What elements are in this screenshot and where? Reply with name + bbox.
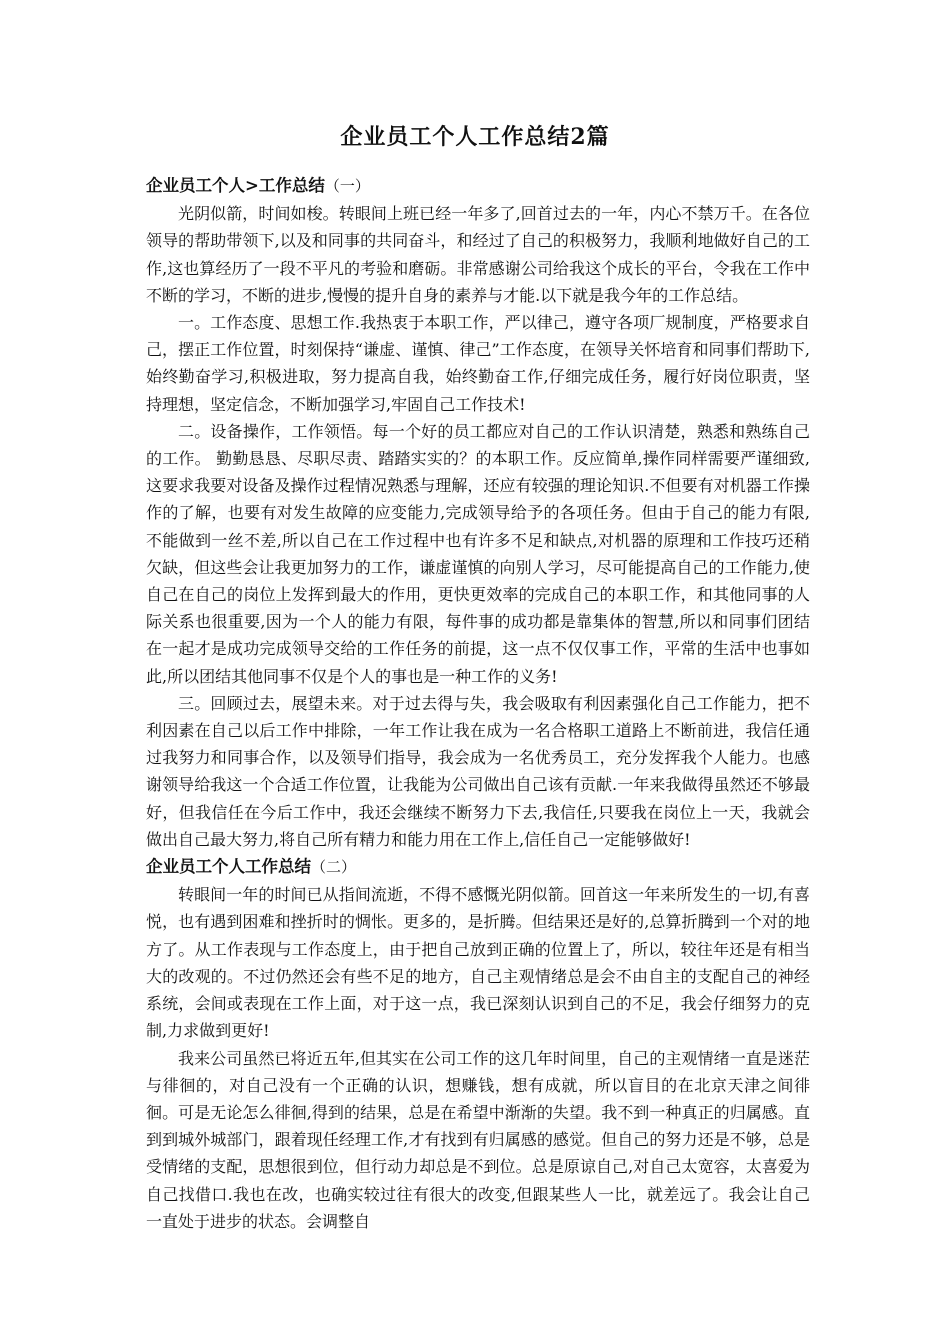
section-heading-number: （二） — [311, 858, 357, 877]
paragraph: 三。回顾过去，展望未来。对于过去得与失，我会吸取有利因素强化自己工作能力，把不利因素在自己以后工作中排除，一年工作让我在成为一名合格职工道路上不断前进，我信任通过我努力和同事合作，以及领导们指导，我会成为一名优秀员工，充分发挥我个人能力。也感谢领导给我这一个合适工作位置，让我能为公司做出自己该有贡献.一年来我做得虽然还不够最好，但我信任在今后工作中，我还会继续不断努力下去,我信任,只要我在岗位上一天，我就会做出自己最大努力,将自己所有精力和能力用在工作上,信任自己一定能够做好! — [146, 693, 810, 849]
paragraph: 二。设备操作，工作领悟。每一个好的员工都应对自己的工作认识清楚，熟悉和熟练自己的工作。 勤勤恳恳、尽职尽责、踏踏实实的？的本职工作。反应简单,操作同样需要严谨细致,这要求我要对设备及操作过程情况熟悉与理解，还应有较强的理论知识.不但要有对机器工作操作的了解，也要有对发生故障的应变能力,完成领导给予的各项任务。但由于自己的能力有限,不能做到一丝不差,所以自己在工作过程中也有许多不足和缺点,对机器的原理和工作技巧还稍欠缺，但这些会让我更加努力的工作，谦虚谨慎的向别人学习，尽可能提高自己的工作能力,使自己在自己的岗位上发挥到最大的作用，更快更效率的完成自己的本职工作，和其他同事的人际关系也很重要,因为一个人的能力有限，每件事的成功都是靠集体的智慧,所以和同事们团结在一起才是成功完成领导交给的工作任务的前提，这一点不仅仅事工作，平常的生活中也事如此,所以团结其他同事不仅是个人的事也是一种工作的义务! — [146, 421, 810, 686]
paragraph: 光阴似箭，时间如梭。转眼间上班已经一年多了,回首过去的一年，内心不禁万千。在各位领导的帮助带领下,以及和同事的共同奋斗，和经过了自己的积极努力，我顺利地做好自己的工作,这也算经历了一段不平凡的考验和磨砺。非常感谢公司给我这个成长的平台，令我在工作中不断的学习，不断的进步,慢慢的提升自身的素养与才能.以下就是我今年的工作总结。 — [146, 204, 810, 305]
section-two — [146, 853, 810, 1235]
document-body — [146, 172, 810, 1235]
paragraph: 转眼间一年的时间已从指间流逝，不得不感慨光阴似箭。回首这一年来所发生的一切,有喜悦，也有遇到困难和挫折时的惆怅。更多的，是折腾。但结果还是好的,总算折腾到一个对的地方了。从工作表现与工作态度上，由于把自己放到正确的位置上了，所以，较往年还是有相当大的改观的。不过仍然还会有些不足的地方，自己主观情绪总是会不由自主的支配自己的神经系统，会间或表现在工作上面，对于这一点，我已深刻认识到自己的不足，我会仔细努力的克制,力求做到更好! — [146, 885, 810, 1041]
section-heading-text: 企业员工个人>工作总结 — [146, 176, 325, 195]
section-one — [146, 172, 810, 853]
section-heading — [146, 853, 810, 881]
document-title: 企业员工个人工作总结2篇 — [340, 124, 610, 150]
section-heading-number: （一） — [324, 177, 370, 195]
paragraph: 我来公司虽然已将近五年,但其实在公司工作的这几年时间里，自己的主观情绪一直是迷茫与徘徊的，对自己没有一个正确的认识，想赚钱，想有成就，所以盲目的在北京天津之间徘徊。可是无论怎么徘徊,得到的结果，总是在希望中渐渐的失望。我不到一种真正的归属感。直到到城外城部门，跟着现任经理工作,才有找到有归属感的感觉。但自己的努力还是不够，总是受情绪的支配，思想很到位，但行动力却总是不到位。总是原谅自己,对自己太宽容，太喜爱为自己找借口.我也在改，也确实较过往有很大的改变,但跟某些人一比，就差远了。我会让自己一直处于进步的状态。会调整自 — [146, 1048, 810, 1231]
section-heading-text: 企业员工个人工作总结 — [146, 857, 311, 877]
section-heading — [146, 172, 810, 200]
paragraph: 一。工作态度、思想工作.我热衷于本职工作，严以律己，遵守各项厂规制度，严格要求自己，摆正工作位置，时刻保持“谦虚、谨慎、律己”工作态度，在领导关怀培育和同事们帮助下,始终勤奋学习,积极进取，努力提高自我，始终勤奋工作,仔细完成任务，履行好岗位职责，坚持理想，坚定信念，不断加强学习,牢固自己工作技术! — [146, 313, 810, 414]
